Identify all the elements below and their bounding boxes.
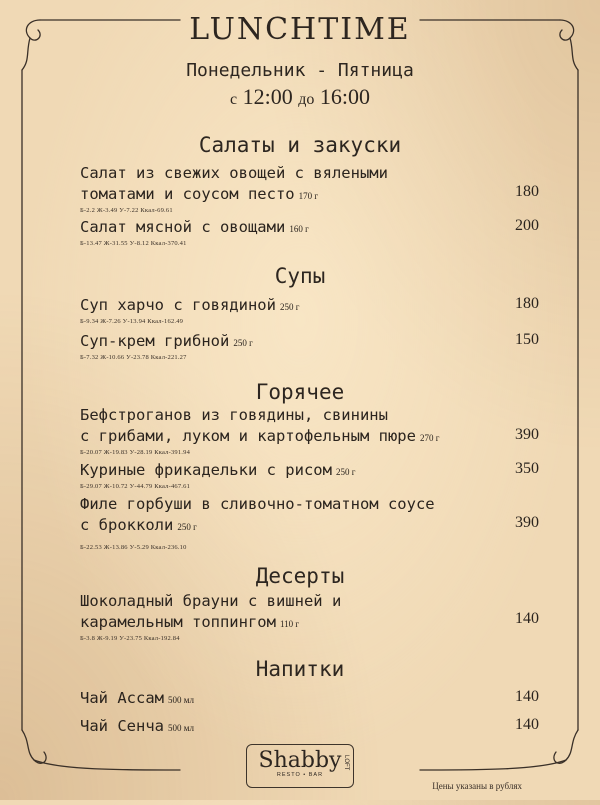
menu-item <box>80 591 550 642</box>
section-title-desserts: Десерты <box>255 564 345 588</box>
item-price: 180 <box>515 183 539 200</box>
menu-title: LUNCHTIME <box>189 12 411 47</box>
item-name-line: Куриные фрикадельки с рисом <box>80 461 332 479</box>
menu-item <box>80 295 550 325</box>
item-name-line: карамельным топпингом <box>80 613 276 631</box>
item-name <box>80 494 550 538</box>
item-name-line: с грибами, луком и картофельным пюре <box>80 427 416 445</box>
item-name <box>80 331 550 354</box>
item-price: 140 <box>515 688 539 705</box>
item-nutrition: Б-20.07 Ж-19.83 У-28.19 Ккал-391.94 <box>80 449 191 456</box>
item-nutrition: Б-29.07 Ж-10.72 У-44.79 Ккал-467.61 <box>80 483 191 490</box>
item-nutrition: Б-2.2 Ж-3.49 У-7.22 Ккал-69.61 <box>80 207 173 214</box>
item-weight: 170 г <box>298 191 319 201</box>
item-name-line: Чай Сенча <box>80 717 164 735</box>
item-price: 140 <box>515 610 539 627</box>
menu-item <box>80 494 550 551</box>
menu-item <box>80 716 550 739</box>
menu-item <box>80 405 550 456</box>
item-name <box>80 217 550 240</box>
item-name <box>80 163 550 207</box>
item-weight: 110 г <box>279 619 300 629</box>
section-title-drinks: Напитки <box>255 657 345 681</box>
menu-item <box>80 688 550 711</box>
days-label: Понедельник - Пятница <box>186 60 414 81</box>
item-weight: 160 г <box>289 224 309 234</box>
item-name-line: Салат мясной с овощами <box>80 218 286 236</box>
item-nutrition: Б-22.53 Ж-13.86 У-5.29 Ккал-236.10 <box>80 544 187 551</box>
item-price: 390 <box>515 426 539 443</box>
item-name <box>80 688 550 711</box>
item-name <box>80 591 550 635</box>
item-name <box>80 460 550 483</box>
item-name-line: Салат из свежих овощей с вялеными <box>80 164 388 182</box>
item-name-line: Суп харчо с говядиной <box>80 296 276 314</box>
item-weight: 250 г <box>279 302 300 312</box>
item-name-line: Бефстроганов из говядины, свинины <box>80 406 388 424</box>
item-name <box>80 405 550 449</box>
logo-loft-label: LOFT <box>343 755 349 771</box>
item-name-line: Шоколадный брауни с вишней и <box>80 592 342 610</box>
hours-from: 12:00 <box>242 84 293 109</box>
section-title-hot: Горячее <box>255 380 345 404</box>
item-price: 150 <box>515 331 539 348</box>
item-weight: 250 г <box>335 467 356 477</box>
logo-wordmark: Shabby <box>258 748 342 773</box>
shabby-logo <box>246 744 354 788</box>
item-price: 180 <box>515 295 539 312</box>
item-name <box>80 716 550 739</box>
item-name-line: с брокколи <box>80 516 174 534</box>
item-price: 350 <box>515 460 539 477</box>
item-name-line: Филе горбуши в сливочно-томатном соусе <box>80 495 435 513</box>
hours-label <box>0 84 600 110</box>
prices-note: Цены указаны в рублях <box>432 781 522 791</box>
hours-mid: до <box>298 91 315 108</box>
item-name-line: Суп-крем грибной <box>80 332 230 350</box>
item-weight: 270 г <box>419 433 440 443</box>
section-title-soups: Супы <box>274 264 326 288</box>
section-title-salads: Салаты и закуски <box>198 133 402 157</box>
hours-prefix: с <box>230 91 238 108</box>
menu-item <box>80 217 550 247</box>
item-name-line: томатами и соусом песто <box>80 185 295 203</box>
item-weight: 250 г <box>233 338 253 348</box>
item-price: 140 <box>515 716 539 733</box>
item-weight: 250 г <box>177 522 197 532</box>
item-nutrition: Б-3.8 Ж-9.19 У-23.75 Ккал-192.84 <box>80 635 180 642</box>
logo-subtitle: RESTO • BAR <box>276 772 324 778</box>
item-nutrition: Б-7.32 Ж-10.66 У-23.78 Ккал-221.27 <box>80 354 187 361</box>
item-name <box>80 295 550 318</box>
item-nutrition: Б-9.34 Ж-7.26 У-13.94 Ккал-162.49 <box>80 318 184 325</box>
item-nutrition: Б-13.47 Ж-31.55 У-8.12 Ккал-370.41 <box>80 240 187 247</box>
hours-to: 16:00 <box>319 84 370 109</box>
menu-item <box>80 460 550 490</box>
menu-item <box>80 163 550 214</box>
item-price: 200 <box>515 217 539 234</box>
item-weight: 500 мл <box>168 723 194 733</box>
item-name-line: Чай Ассам <box>80 689 164 707</box>
menu-item <box>80 331 550 361</box>
item-price: 390 <box>515 514 539 531</box>
item-weight: 500 мл <box>168 695 194 705</box>
